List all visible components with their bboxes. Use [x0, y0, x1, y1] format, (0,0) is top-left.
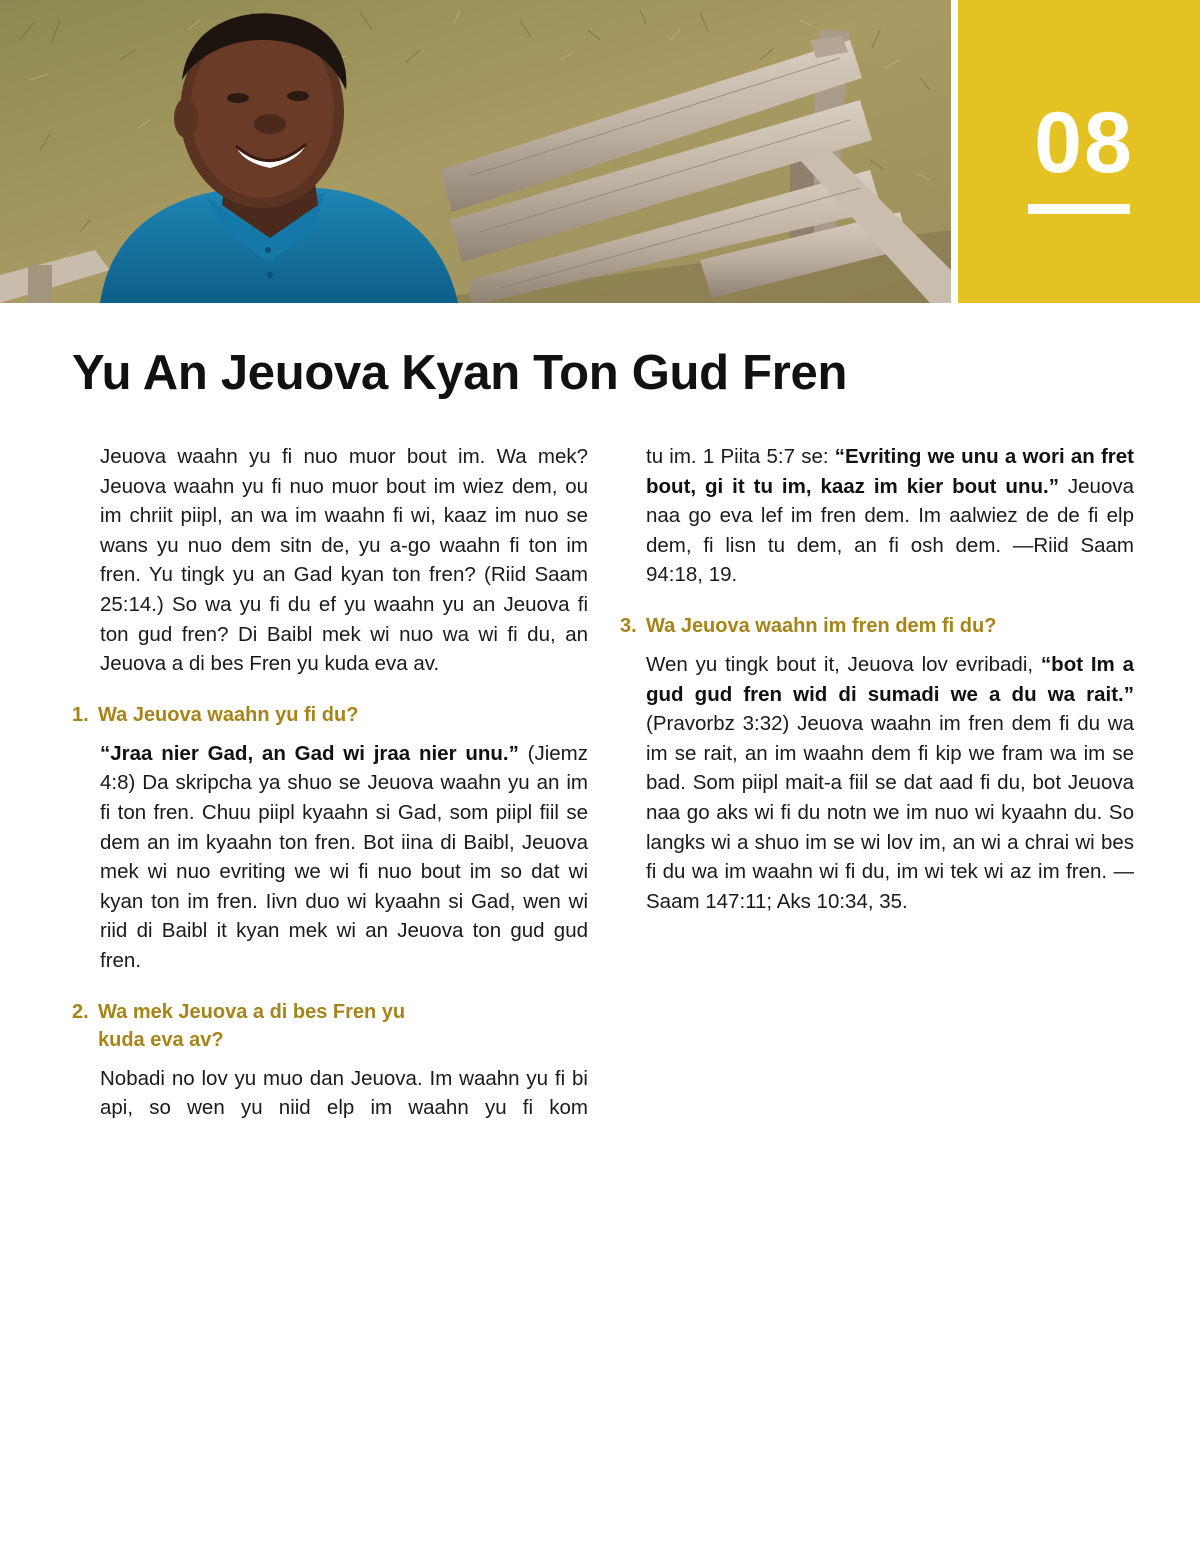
scripture-quote: “Jraa nier Gad, an Gad wi jraa nier unu.” [100, 741, 519, 765]
scripture-quote: “bot Im a gud gud fren wid di sumadi we a du wa rait.” [646, 652, 1134, 706]
photo-man-by-wooden-bench-icon [0, 0, 951, 303]
page-title: Yu An Jeuova Kyan Ton Gud Fren [72, 346, 848, 400]
chapter-badge [958, 0, 1200, 303]
chapter-number: 08 [1034, 95, 1134, 191]
question-2 [72, 998, 588, 1054]
question-number: 2. [72, 1000, 89, 1023]
hero-banner [0, 0, 1200, 303]
answer-text: (Jiemz 4:8) Da skripcha ya shuo se Jeuova waahn yu an im fi ton fren. Chuu piipl kyaahn si Gad, som piipl fiil se dem an im kyaahn ton fren. Bot iina di Baibl, Jeuova mek wi nuo evriting we wi fi nuo bout im so dat wi kyan ton im fren. Iivn duo wi kyaahn si Gad, wen wi riid di Baibl it kyan mek wi an Jeuova ton gud gud fren. [100, 741, 588, 972]
answer-3-paragraph [646, 650, 1134, 916]
answer-text: Wen yu tingk bout it, Jeuova lov evribadi, [646, 652, 1034, 676]
left-column [72, 442, 588, 1123]
answer-text: (Pravorbz 3:32) Jeuova waahn im fren dem fi du wa im se rait, an im waahn dem fi kip we fram wa im se bad. Som piipl mait-a fiil se dat aad fi du, bot Jeuova naa go aks wi fi du notn we im nuo wi kyaahn du. So langks wi a shuo im se wi lov im, an wi a chrai wi bes fi du wa im waahn wi fi du, im wi tek wi az im fren. —Saam 147:11; Aks 10:34, 35. [646, 712, 1134, 913]
question-1 [72, 701, 588, 729]
answer-2-paragraph-continued [646, 442, 1134, 590]
right-column [620, 442, 1134, 916]
hero-photo [0, 0, 951, 303]
question-number: 1. [72, 703, 89, 726]
question-text: Wa mek Jeuova a di bes Fren yu kuda eva av? [98, 1000, 406, 1051]
answer-text: tu im. 1 Piita 5:7 se: [646, 445, 829, 468]
question-number: 3. [620, 614, 637, 637]
chapter-underline [1028, 204, 1130, 214]
answer-text: Jeuova naa go eva lef im fren dem. Im aalwiez de de fi elp dem, fi lisn tu dem, an fi osh dem. —Riid Saam 94:18, 19. [646, 474, 1134, 587]
intro-paragraph: Jeuova waahn yu fi nuo muor bout im. Wa mek? Jeuova waahn yu fi nuo muor bout im wiez dem, ou im chriit piipl, an wa im waahn fi wi, kaaz im nuo se wans yu nuo dem sitn de, yu a-go waahn fi ton im fren. Yu tingk yu an Gad kyan ton fren? (Riid Saam 25:14.) So wa yu fi du ef yu waahn yu an Jeuova fi ton gud fren? Di Baibl mek wi nuo wa wi fi du, an Jeuova a di bes Fren yu kuda eva av. [100, 445, 588, 676]
answer-1-paragraph [100, 739, 588, 976]
question-text: Wa Jeuova waahn im fren dem fi du? [646, 614, 997, 637]
scripture-quote: “Evriting we unu a wori an fret bout, gi it tu im, kaaz im kier bout unu.” [646, 445, 1135, 498]
question-3 [620, 612, 1134, 640]
question-text: Wa Jeuova waahn yu fi du? [98, 703, 359, 726]
answer-2-paragraph-start: Nobadi no lov yu muo dan Jeuova. Im waahn yu fi bi api, so wen yu niid elp im waahn yu fi kom [100, 1066, 588, 1120]
